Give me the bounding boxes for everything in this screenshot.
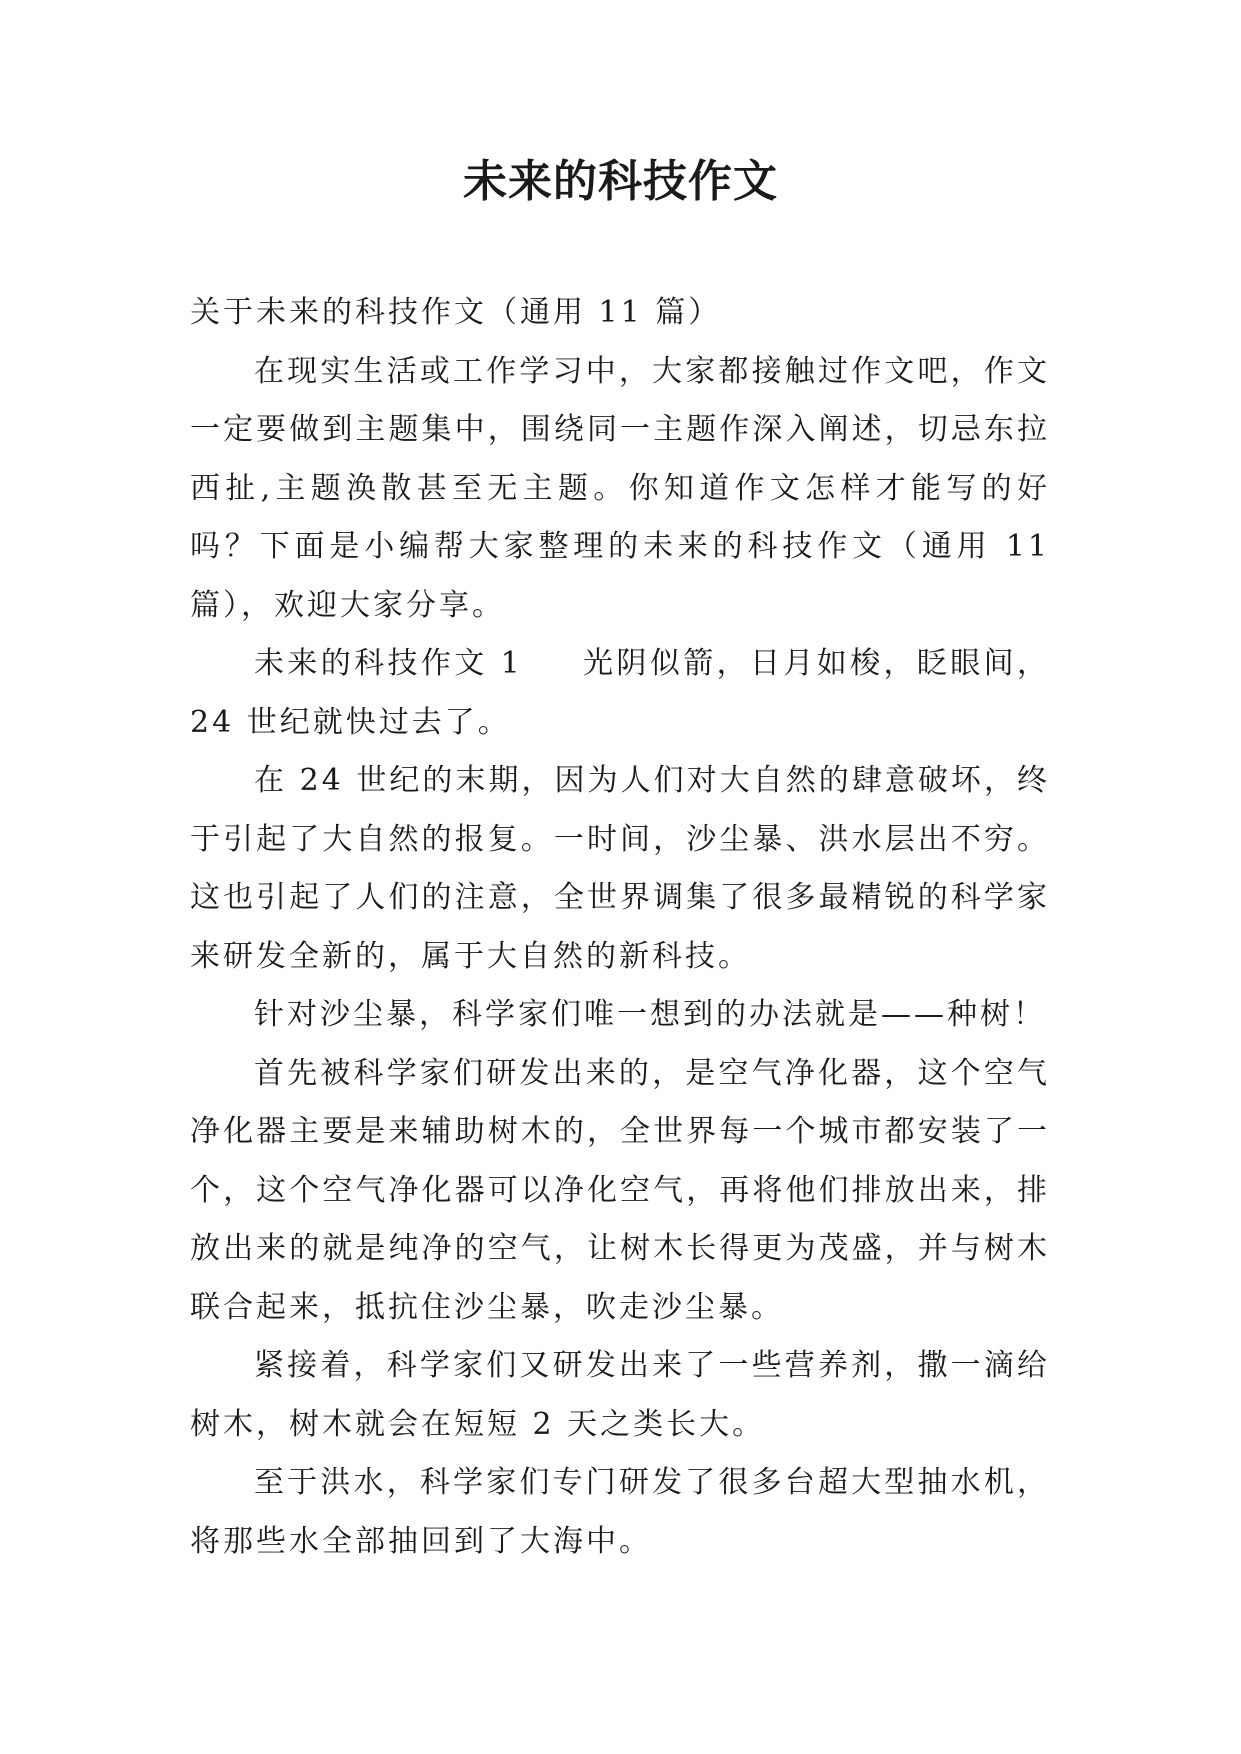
- body-paragraph: 紧接着，科学家们又研发出来了一些营养剂，撒一滴给树木，树木就会在短短 2 天之类长大。: [190, 1348, 1050, 1442]
- essay-1-opening: [190, 635, 1050, 752]
- body-paragraph: 在 24 世纪的末期，因为人们对大自然的肆意破坏，终于引起了大自然的报复。一时间，沙尘暴、洪水层出不穷。这也引起了人们的注意，全世界调集了很多最精锐的科学家来研发全新的，属于大自然的新科技。: [190, 763, 1050, 974]
- body-paragraph: 针对沙尘暴，科学家们唯一想到的办法就是——种树！: [254, 997, 1046, 1032]
- essay-heading: 未来的科技作文 1: [254, 646, 523, 681]
- essay-opening-text: 光阴似箭，日月如梭，眨眼间，24 世纪就快过去了。: [190, 646, 1051, 740]
- body-paragraph: 首先被科学家们研发出来的，是空气净化器，这个空气净化器主要是来辅助树木的，全世界每一个城市都安装了一个，这个空气净化器可以净化空气，再将他们排放出来，排放出来的就是纯净的空气，让树木长得更为茂盛，并与树木联合起来，抵抗住沙尘暴，吹走沙尘暴。: [190, 1055, 1050, 1325]
- document-title: 未来的科技作文: [463, 156, 778, 207]
- intro-paragraph: 在现实生活或工作学习中，大家都接触过作文吧，作文一定要做到主题集中，围绕同一主题作深入阐述，切忌东拉西扯,主题涣散甚至无主题。你知道作文怎样才能写的好吗？下面是小编帮大家整理的未来的科技作文（通用 11 篇），欢迎大家分享。: [190, 353, 1050, 623]
- document-body: [190, 284, 1050, 1571]
- body-paragraph: 至于洪水，科学家们专门研发了很多台超大型抽水机，将那些水全部抽回到了大海中。: [190, 1465, 1050, 1559]
- intro-line: 关于未来的科技作文（通用 11 篇）: [190, 295, 722, 330]
